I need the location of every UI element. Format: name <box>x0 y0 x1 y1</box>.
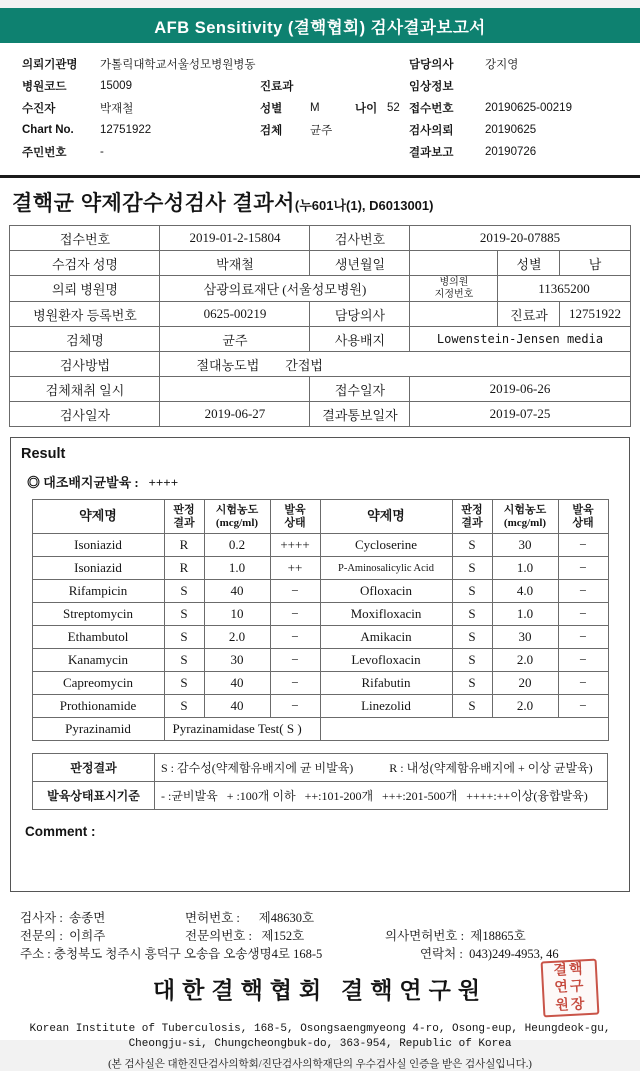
growth-cell: − <box>270 672 320 695</box>
concentration-cell: 40 <box>204 672 270 695</box>
field-label-cell: 담당의사 <box>310 302 410 327</box>
field-value-cell <box>410 251 498 276</box>
info-label: 의뢰기관명 <box>22 59 78 71</box>
table-row <box>10 251 630 276</box>
result-cell: S <box>164 580 204 603</box>
concentration-cell: 10 <box>204 603 270 626</box>
field-label-cell: 검사번호 <box>310 226 410 251</box>
document-subtitle: (누601나(1), D6013001) <box>294 198 434 213</box>
field-label-cell: 수검자 성명 <box>10 251 160 276</box>
drug-name-cell: Capreomycin <box>32 672 164 695</box>
info-label: 검체 <box>260 125 283 137</box>
table-row <box>33 782 608 810</box>
legend-label-cell: 발육상태표시기준 <box>33 782 155 810</box>
field-label-cell: 검사일자 <box>10 402 160 427</box>
concentration-cell: 20 <box>492 672 558 695</box>
concentration-cell: 2.0 <box>492 649 558 672</box>
result-cell: R <box>164 534 204 557</box>
info-row <box>22 97 640 119</box>
info-label: 병원코드 <box>22 81 67 93</box>
info-value: 20190625-00219 <box>485 102 572 114</box>
drug-name-cell: P-Aminosalicylic Acid <box>320 557 452 580</box>
org-name: 대한결핵협회 결핵연구원 <box>152 978 488 1003</box>
org-name-row <box>20 961 620 1016</box>
info-value: 가톨릭대학교서울성모병원병동 <box>100 59 256 71</box>
result-cell: S <box>164 603 204 626</box>
growth-cell: − <box>270 695 320 718</box>
field-value-cell: 0625-00219 <box>160 302 310 327</box>
concentration-cell: 2.0 <box>204 626 270 649</box>
field-label-cell: 병의원 지정번호 <box>410 276 498 302</box>
info-value: 12751922 <box>100 124 152 136</box>
column-header: 약제명 <box>320 500 452 534</box>
info-value: M <box>310 102 320 114</box>
info-label: 접수번호 <box>409 103 454 115</box>
table-row <box>32 557 608 580</box>
info-label: 임상정보 <box>409 81 454 93</box>
field-label-cell: 의뢰 병원명 <box>10 276 160 302</box>
info-label: 성별 <box>260 103 283 115</box>
table-header-row <box>32 500 608 534</box>
concentration-cell: 40 <box>204 580 270 603</box>
address-line <box>20 944 620 962</box>
field-label-cell: 결과통보일자 <box>310 402 410 427</box>
info-value: 강지영 <box>485 59 519 71</box>
field-label-cell: 사용배지 <box>310 327 410 352</box>
field-label-cell: 생년월일 <box>310 251 410 276</box>
specialist-number: 전문의번호 : 제152호 <box>185 929 305 943</box>
afb-report-page <box>0 8 640 1070</box>
result-cell: R <box>164 557 204 580</box>
table-row <box>32 626 608 649</box>
pyrazinamidase-test-cell: Pyrazinamidase Test( S ) <box>164 718 320 741</box>
column-header: 발육 상태 <box>558 500 608 534</box>
column-header: 발육 상태 <box>270 500 320 534</box>
concentration-cell: 2.0 <box>492 695 558 718</box>
field-label-cell: 검사방법 <box>10 352 160 377</box>
growth-cell: − <box>558 580 608 603</box>
concentration-cell: 1.0 <box>492 603 558 626</box>
field-value-cell: 2019-06-26 <box>410 377 630 402</box>
field-value-cell: 12751922 <box>560 302 630 327</box>
request-info-section <box>0 43 640 169</box>
field-label-cell: 진료과 <box>498 302 560 327</box>
growth-cell: ++++ <box>270 534 320 557</box>
table-row <box>32 649 608 672</box>
org-phone: 연락처 : 043)249-4953, 46 <box>420 947 559 961</box>
result-cell: S <box>164 695 204 718</box>
growth-cell: − <box>270 649 320 672</box>
legend-text-cell: S : 감수성(약제함유배지에 균 비발육) R : 내성(약제함유배지에 + 이상 균발육) <box>155 754 608 782</box>
result-cell: S <box>452 649 492 672</box>
info-value: 20190625 <box>485 124 537 136</box>
growth-cell: − <box>558 649 608 672</box>
info-value: 20190726 <box>485 146 537 158</box>
table-row <box>10 226 630 251</box>
drug-name-cell: Ethambutol <box>32 626 164 649</box>
info-value: 박재철 <box>100 103 134 115</box>
field-value-cell: 삼광의료재단 (서울성모병원) <box>160 276 410 302</box>
drug-name-cell: Linezolid <box>320 695 452 718</box>
info-label: 담당의사 <box>409 59 454 71</box>
drug-name-cell: Streptomycin <box>32 603 164 626</box>
growth-cell: − <box>558 626 608 649</box>
column-header: 시험농도 (mcg/ml) <box>492 500 558 534</box>
field-label-cell: 성별 <box>498 251 560 276</box>
report-title-bar <box>0 8 640 43</box>
field-value-cell: 절대농도법 간접법 <box>160 352 630 377</box>
concentration-cell: 30 <box>492 626 558 649</box>
table-row <box>10 276 630 302</box>
field-value-cell: 남 <box>560 251 630 276</box>
column-header: 판정 결과 <box>164 500 204 534</box>
field-label-cell: 검체채취 일시 <box>10 377 160 402</box>
footer-section <box>0 892 640 1071</box>
info-row <box>22 119 640 141</box>
drug-name-cell: Ofloxacin <box>320 580 452 603</box>
legend-label-cell: 판정결과 <box>33 754 155 782</box>
drug-name-cell: Prothionamide <box>32 695 164 718</box>
info-label: Chart No. <box>22 124 74 136</box>
examiner-name: 검사자 : 송종면 <box>20 911 106 925</box>
result-cell: S <box>164 626 204 649</box>
lab-certification-line: (본 검사실은 대한진단검사의학회/진단검사의학재단의 우수검사실 인증을 받은 검사실입니다.) <box>108 1058 532 1070</box>
concentration-cell: 1.0 <box>204 557 270 580</box>
field-label-cell: 접수번호 <box>10 226 160 251</box>
result-section <box>10 437 630 892</box>
drug-name-cell: Cycloserine <box>320 534 452 557</box>
patient-info-table <box>9 225 630 427</box>
column-header: 시험농도 (mcg/ml) <box>204 500 270 534</box>
legend-text-cell: - :균비발육 + :100개 이하 ++:101-200개 +++:201-500개 ++++:++이상(융합발육) <box>155 782 608 810</box>
field-label-cell: 검체명 <box>10 327 160 352</box>
specialist-name: 전문의 : 이희주 <box>20 929 106 943</box>
empty-cell <box>320 718 608 741</box>
drug-sensitivity-table <box>32 499 609 741</box>
table-row <box>32 534 608 557</box>
table-row <box>32 603 608 626</box>
growth-cell: − <box>270 603 320 626</box>
drug-name-cell: Amikacin <box>320 626 452 649</box>
table-row <box>32 695 608 718</box>
info-value: 52 <box>387 102 400 114</box>
growth-cell: − <box>558 534 608 557</box>
concentration-cell: 40 <box>204 695 270 718</box>
drug-name-cell: Isoniazid <box>32 534 164 557</box>
field-value-cell: 2019-20-07885 <box>410 226 630 251</box>
growth-cell: − <box>558 603 608 626</box>
growth-cell: − <box>558 695 608 718</box>
field-label-cell: 병원환자 등록번호 <box>10 302 160 327</box>
field-value-cell: 박재철 <box>160 251 310 276</box>
official-seal-stamp <box>541 959 600 1018</box>
column-header: 약제명 <box>32 500 164 534</box>
drug-name-cell: Rifampicin <box>32 580 164 603</box>
concentration-cell: 4.0 <box>492 580 558 603</box>
info-row <box>22 75 640 97</box>
drug-name-cell: Levofloxacin <box>320 649 452 672</box>
document-title-block <box>0 178 640 222</box>
table-row <box>10 327 630 352</box>
info-row <box>22 53 640 75</box>
growth-cell: − <box>558 557 608 580</box>
org-address-english <box>20 1022 620 1053</box>
address-en-line2: Cheongju-si, Chungcheongbuk-do, 363-954, Republic of Korea <box>128 1038 512 1051</box>
result-cell: S <box>452 580 492 603</box>
table-row <box>10 302 630 327</box>
field-value-cell: 2019-01-2-15804 <box>160 226 310 251</box>
info-value: 15009 <box>100 80 132 92</box>
field-value-cell: 2019-06-27 <box>160 402 310 427</box>
control-medium-growth: ◎ 대조배지균발육 : ++++ <box>27 475 179 490</box>
info-label: 결과보고 <box>409 147 454 159</box>
result-cell: S <box>452 534 492 557</box>
table-row <box>10 402 630 427</box>
drug-name-cell: Kanamycin <box>32 649 164 672</box>
table-row <box>32 580 608 603</box>
concentration-cell: 0.2 <box>204 534 270 557</box>
doctor-license: 의사면허번호 : 제18865호 <box>385 929 526 943</box>
info-row <box>22 141 640 163</box>
info-label: 진료과 <box>260 81 294 93</box>
info-value: 균주 <box>310 125 333 137</box>
result-cell: S <box>452 557 492 580</box>
growth-cell: − <box>270 626 320 649</box>
concentration-cell: 30 <box>492 534 558 557</box>
concentration-cell: 1.0 <box>492 557 558 580</box>
examiner-line <box>20 908 620 926</box>
table-row <box>32 672 608 695</box>
field-value-cell: Lowenstein-Jensen media <box>410 327 630 352</box>
drug-name-cell: Rifabutin <box>320 672 452 695</box>
org-address: 주소 : 충청북도 청주시 흥덕구 오송읍 오송생명4로 168-5 <box>20 947 323 961</box>
result-legend-table <box>32 753 608 810</box>
drug-name-cell: Moxifloxacin <box>320 603 452 626</box>
concentration-cell: 30 <box>204 649 270 672</box>
column-header: 판정 결과 <box>452 500 492 534</box>
comment-label: Comment : <box>25 824 96 839</box>
result-cell: S <box>452 626 492 649</box>
field-value-cell: 균주 <box>160 327 310 352</box>
info-label: 주민번호 <box>22 147 67 159</box>
info-label: 수진자 <box>22 103 56 115</box>
seal-text: 결핵연구원장 <box>553 961 587 1014</box>
growth-cell: − <box>270 580 320 603</box>
drug-name-cell: Isoniazid <box>32 557 164 580</box>
field-value-cell: 11365200 <box>498 276 630 302</box>
table-row <box>32 718 608 741</box>
document-title: 결핵균 약제감수성검사 결과서 <box>12 192 295 215</box>
table-row <box>10 352 630 377</box>
result-cell: S <box>452 603 492 626</box>
result-cell: S <box>164 649 204 672</box>
address-en-line1: Korean Institute of Tuberculosis, 168-5, Osongsaengmyeong 4-ro, Osong-eup, Heungdeok-gu, <box>29 1023 611 1035</box>
specialist-line <box>20 926 620 944</box>
growth-cell: − <box>558 672 608 695</box>
field-value-cell: 2019-07-25 <box>410 402 630 427</box>
result-cell: S <box>452 672 492 695</box>
result-cell: S <box>452 695 492 718</box>
table-row <box>33 754 608 782</box>
info-label: 검사의뢰 <box>409 125 454 137</box>
report-title: AFB Sensitivity (결핵협회) 검사결과보고서 <box>154 18 486 37</box>
info-value: - <box>100 146 104 158</box>
growth-cell: ++ <box>270 557 320 580</box>
result-cell: S <box>164 672 204 695</box>
info-label: 나이 <box>355 103 378 115</box>
table-row <box>10 377 630 402</box>
examiner-license: 면허번호 : 제48630호 <box>185 911 315 925</box>
field-value-cell <box>410 302 498 327</box>
result-section-title: Result <box>21 446 66 462</box>
field-label-cell: 접수일자 <box>310 377 410 402</box>
field-value-cell <box>160 377 310 402</box>
drug-name-cell: Pyrazinamid <box>32 718 164 741</box>
